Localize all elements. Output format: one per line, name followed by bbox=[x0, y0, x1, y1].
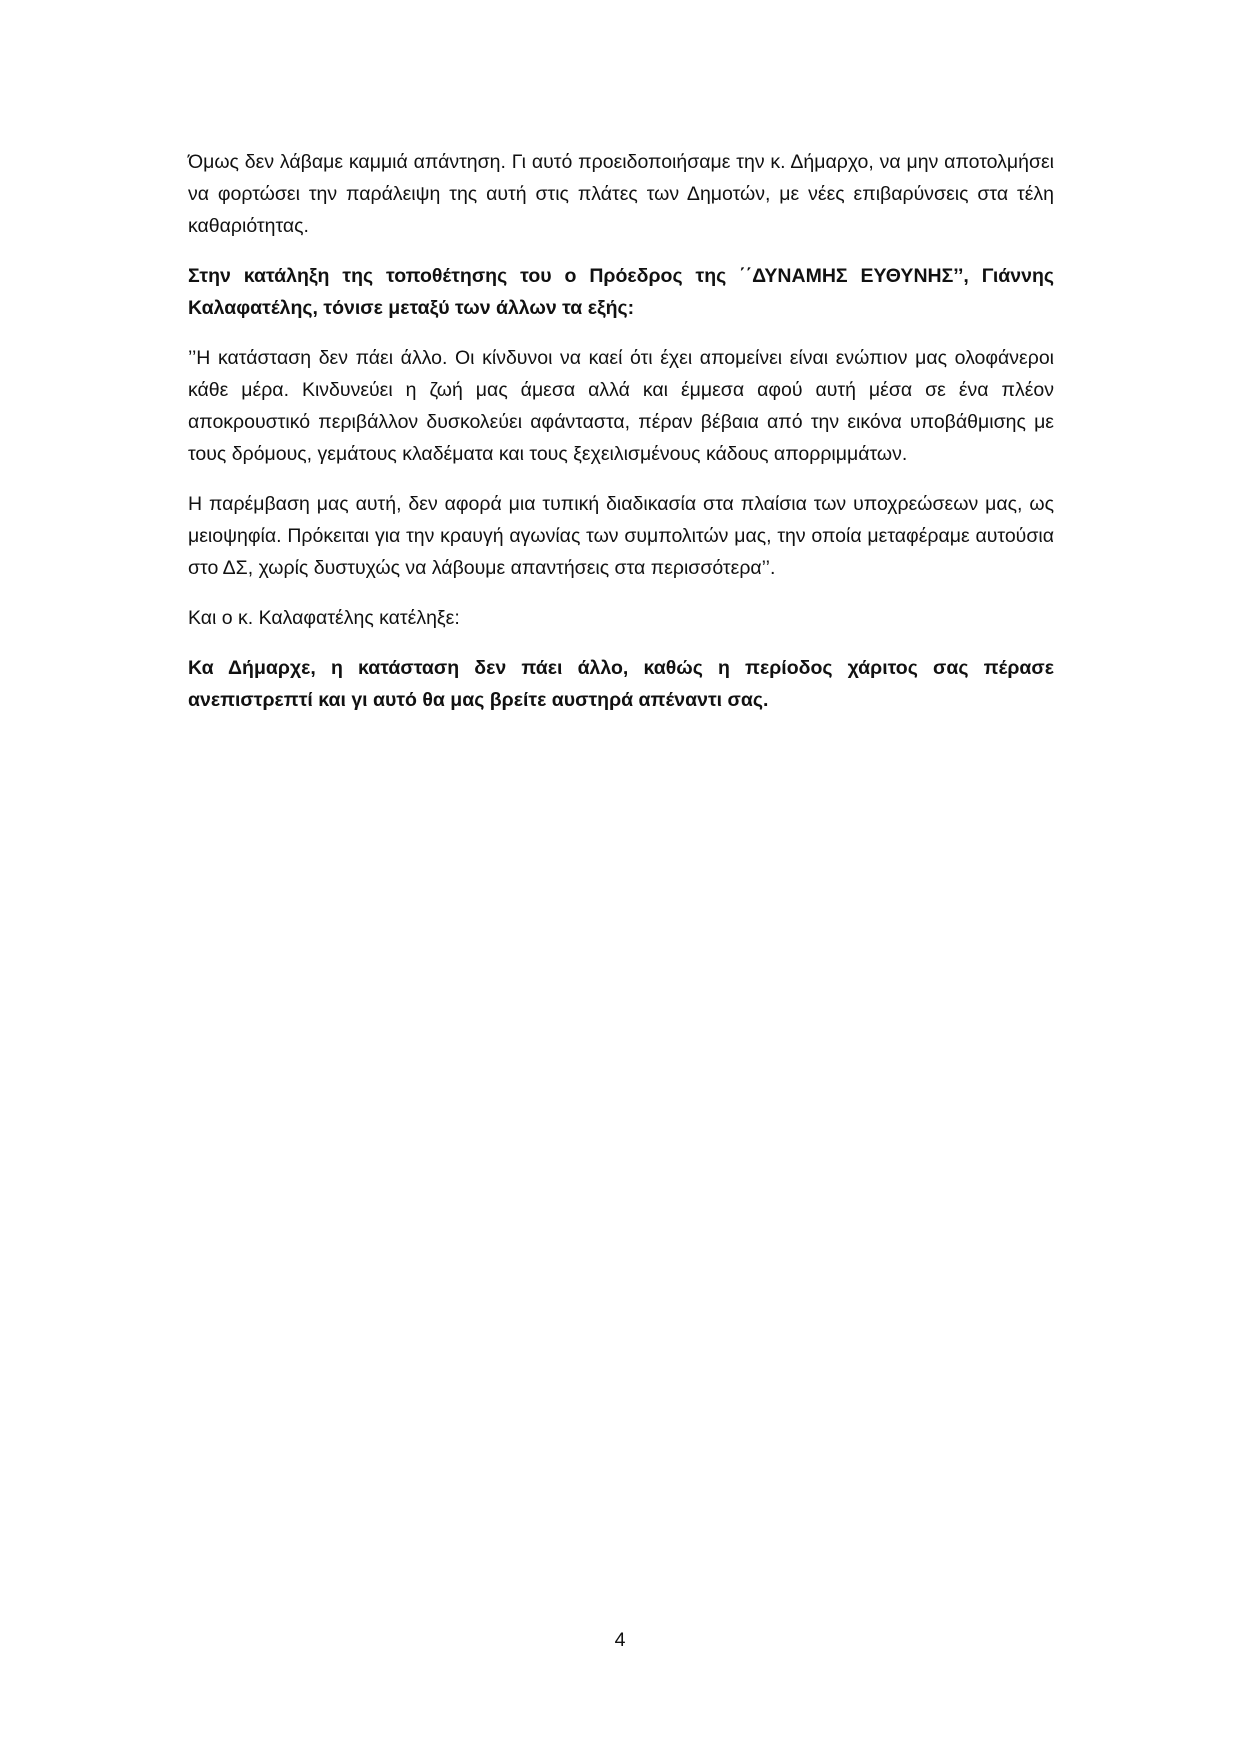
paragraph-no-response: Όμως δεν λάβαμε καμμιά απάντηση. Γι αυτό προειδοποιήσαμε την κ. Δήμαρχο, να μην αποτολμήσει να φορτώσει την παράλειψη της αυτή στις πλάτες των Δημοτών, με νέες επιβαρύνσεις στα τέλη καθαριότητας. bbox=[188, 151, 1054, 237]
page-number: 4 bbox=[614, 1629, 626, 1651]
paragraph-president-intro: Στην κατάληξη της τοποθέτησης του ο Πρόεδρος της ΄΄ΔΥΝΑΜΗΣ ΕΥΘΥΝΗΣ’’, Γιάννης Καλαφατέλης, τόνισε μεταξύ των άλλων τα εξής: bbox=[188, 265, 1054, 319]
document-body bbox=[188, 146, 1054, 734]
paragraph-situation-quote: ’’Η κατάσταση δεν πάει άλλο. Οι κίνδυνοι να καεί ότι έχει απομείνει είναι ενώπιον μας ολοφάνεροι κάθε μέρα. Κινδυνεύει η ζωή μας άμεσα αλλά και έμμεσα αφού αυτή μέσα σε ένα πλέον αποκρουστικό περιβάλλον δυσκολεύει αφάνταστα, πέραν βέβαια από την εικόνα υποβάθμισης με τους δρόμους, γεμάτους κλαδέματα και τους ξεχειλισμένους κάδους απορριμμάτων. bbox=[188, 347, 1054, 465]
paragraph-conclusion-statement: Κα Δήμαρχε, η κατάσταση δεν πάει άλλο, καθώς η περίοδος χάριτος σας πέρασε ανεπιστρεπτί και γι αυτό θα μας βρείτε αυστηρά απέναντι σας. bbox=[188, 657, 1054, 711]
paragraph-intervention-quote: Η παρέμβαση μας αυτή, δεν αφορά μια τυπική διαδικασία στα πλαίσια των υποχρεώσεων μας, ως μειοψηφία. Πρόκειται για την κραυγή αγωνίας των συμπολιτών μας, την οποία μεταφέραμε αυτούσια στο ΔΣ, χωρίς δυστυχώς να λάβουμε απαντήσεις στα περισσότερα’’. bbox=[188, 493, 1054, 579]
paragraph-conclusion-intro: Και ο κ. Καλαφατέλης κατέληξε: bbox=[188, 607, 460, 629]
